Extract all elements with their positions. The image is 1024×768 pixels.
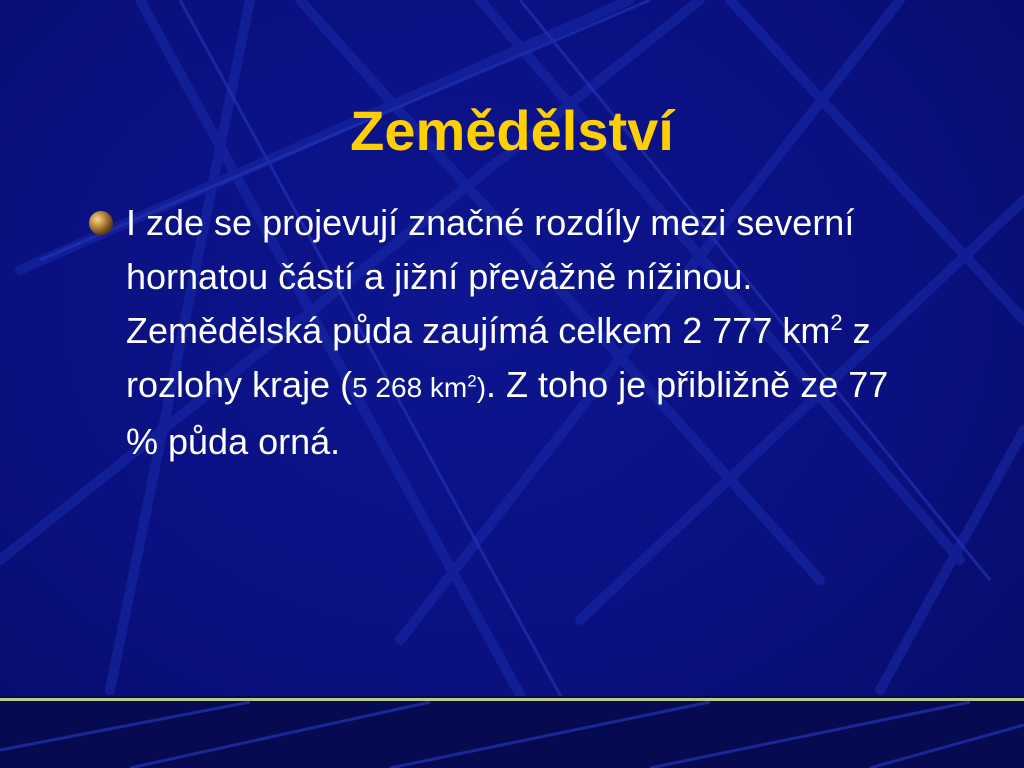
text-part-2: z rozlohy kraje ( <box>126 310 871 405</box>
area-note <box>352 372 486 403</box>
bullet-text <box>126 196 926 469</box>
area-note-superscript: 2 <box>467 371 477 391</box>
area-note-value: 5 268 km <box>352 372 468 403</box>
accent-rule <box>0 698 1024 701</box>
area-note-close: ) <box>476 372 487 403</box>
text-part-3: . Z toho je přibližně ze 77 % půda orná. <box>126 364 889 462</box>
superscript-2: 2 <box>830 310 843 335</box>
slide-title: Zemědělství <box>350 99 674 162</box>
text-part-1: I zde se projevují značné rozdíly mezi severní hornatou částí a jižní převážně nížinou. Zemědělská půda zaujímá celkem 2 777 km <box>126 202 855 351</box>
sphere-bullet-icon <box>88 210 114 236</box>
